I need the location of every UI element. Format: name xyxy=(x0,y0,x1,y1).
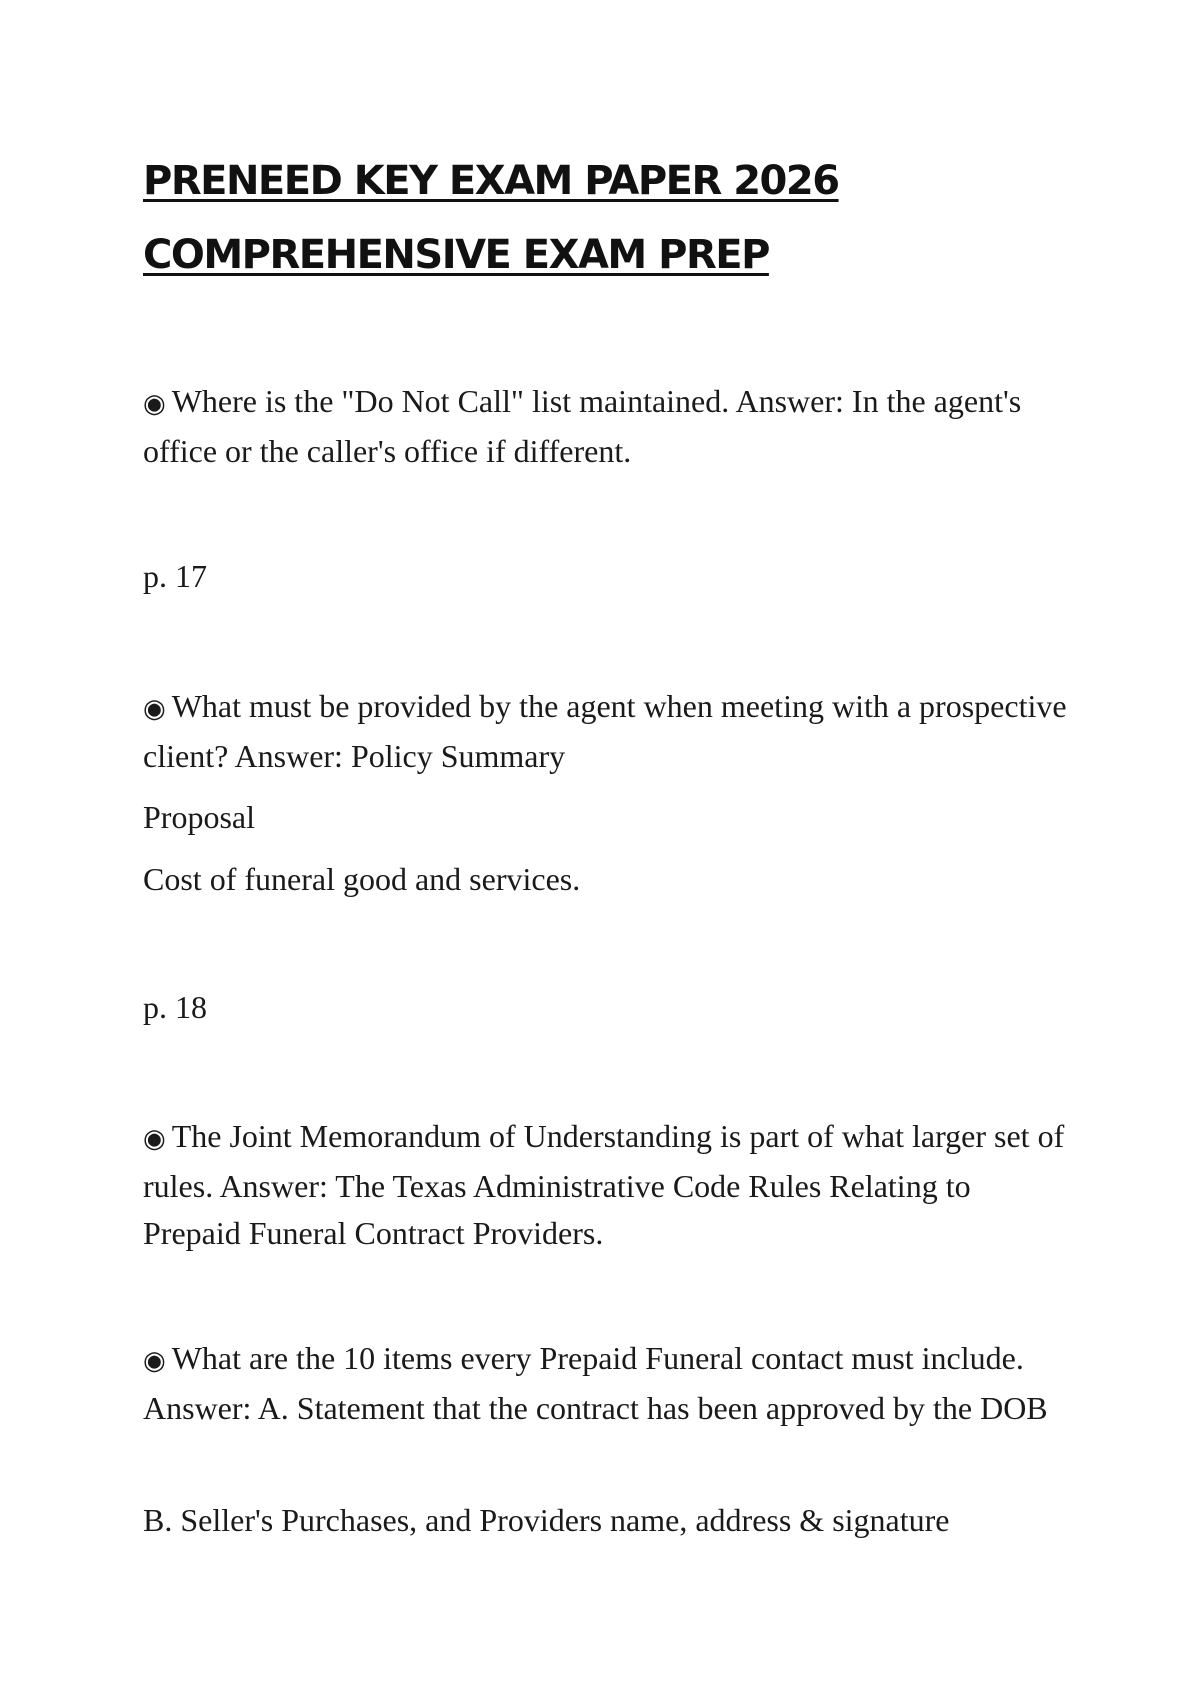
question-text: What must be provided by the agent when meeting with a prospective client? Answer: Policy Summary xyxy=(143,688,1067,774)
question-text: What are the 10 items every Prepaid Funeral contact must include. Answer: A. Statement that the contract has been approved by the DOB xyxy=(143,1340,1048,1426)
page-reference: p. 18 xyxy=(143,989,207,1025)
title-line-1: PRENEED KEY EXAM PAPER 2026 xyxy=(143,158,839,204)
page-reference: p. 17 xyxy=(143,558,207,594)
radio-bullet-icon: ◉ xyxy=(143,1124,166,1154)
answer-line: Proposal xyxy=(143,799,255,835)
answer-line: Cost of funeral good and services. xyxy=(143,861,581,897)
question-joint-memorandum xyxy=(143,1113,1073,1257)
radio-bullet-icon: ◉ xyxy=(143,1346,166,1376)
question-agent-provide xyxy=(143,683,1073,780)
question-ten-items xyxy=(143,1335,1073,1432)
title-line-2: COMPREHENSIVE EXAM PREP xyxy=(143,232,769,278)
radio-bullet-icon: ◉ xyxy=(143,389,166,419)
question-do-not-call xyxy=(143,378,1073,475)
answer-line: B. Seller's Purchases, and Providers name, address & signature xyxy=(143,1502,950,1538)
radio-bullet-icon: ◉ xyxy=(143,694,166,724)
question-text: The Joint Memorandum of Understanding is part of what larger set of rules. Answer: The Texas Administrative Code Rules Relating to Prepaid Funeral Contract Providers. xyxy=(143,1118,1065,1251)
question-text: Where is the "Do Not Call" list maintained. Answer: In the agent's office or the caller's office if different. xyxy=(143,383,1022,469)
